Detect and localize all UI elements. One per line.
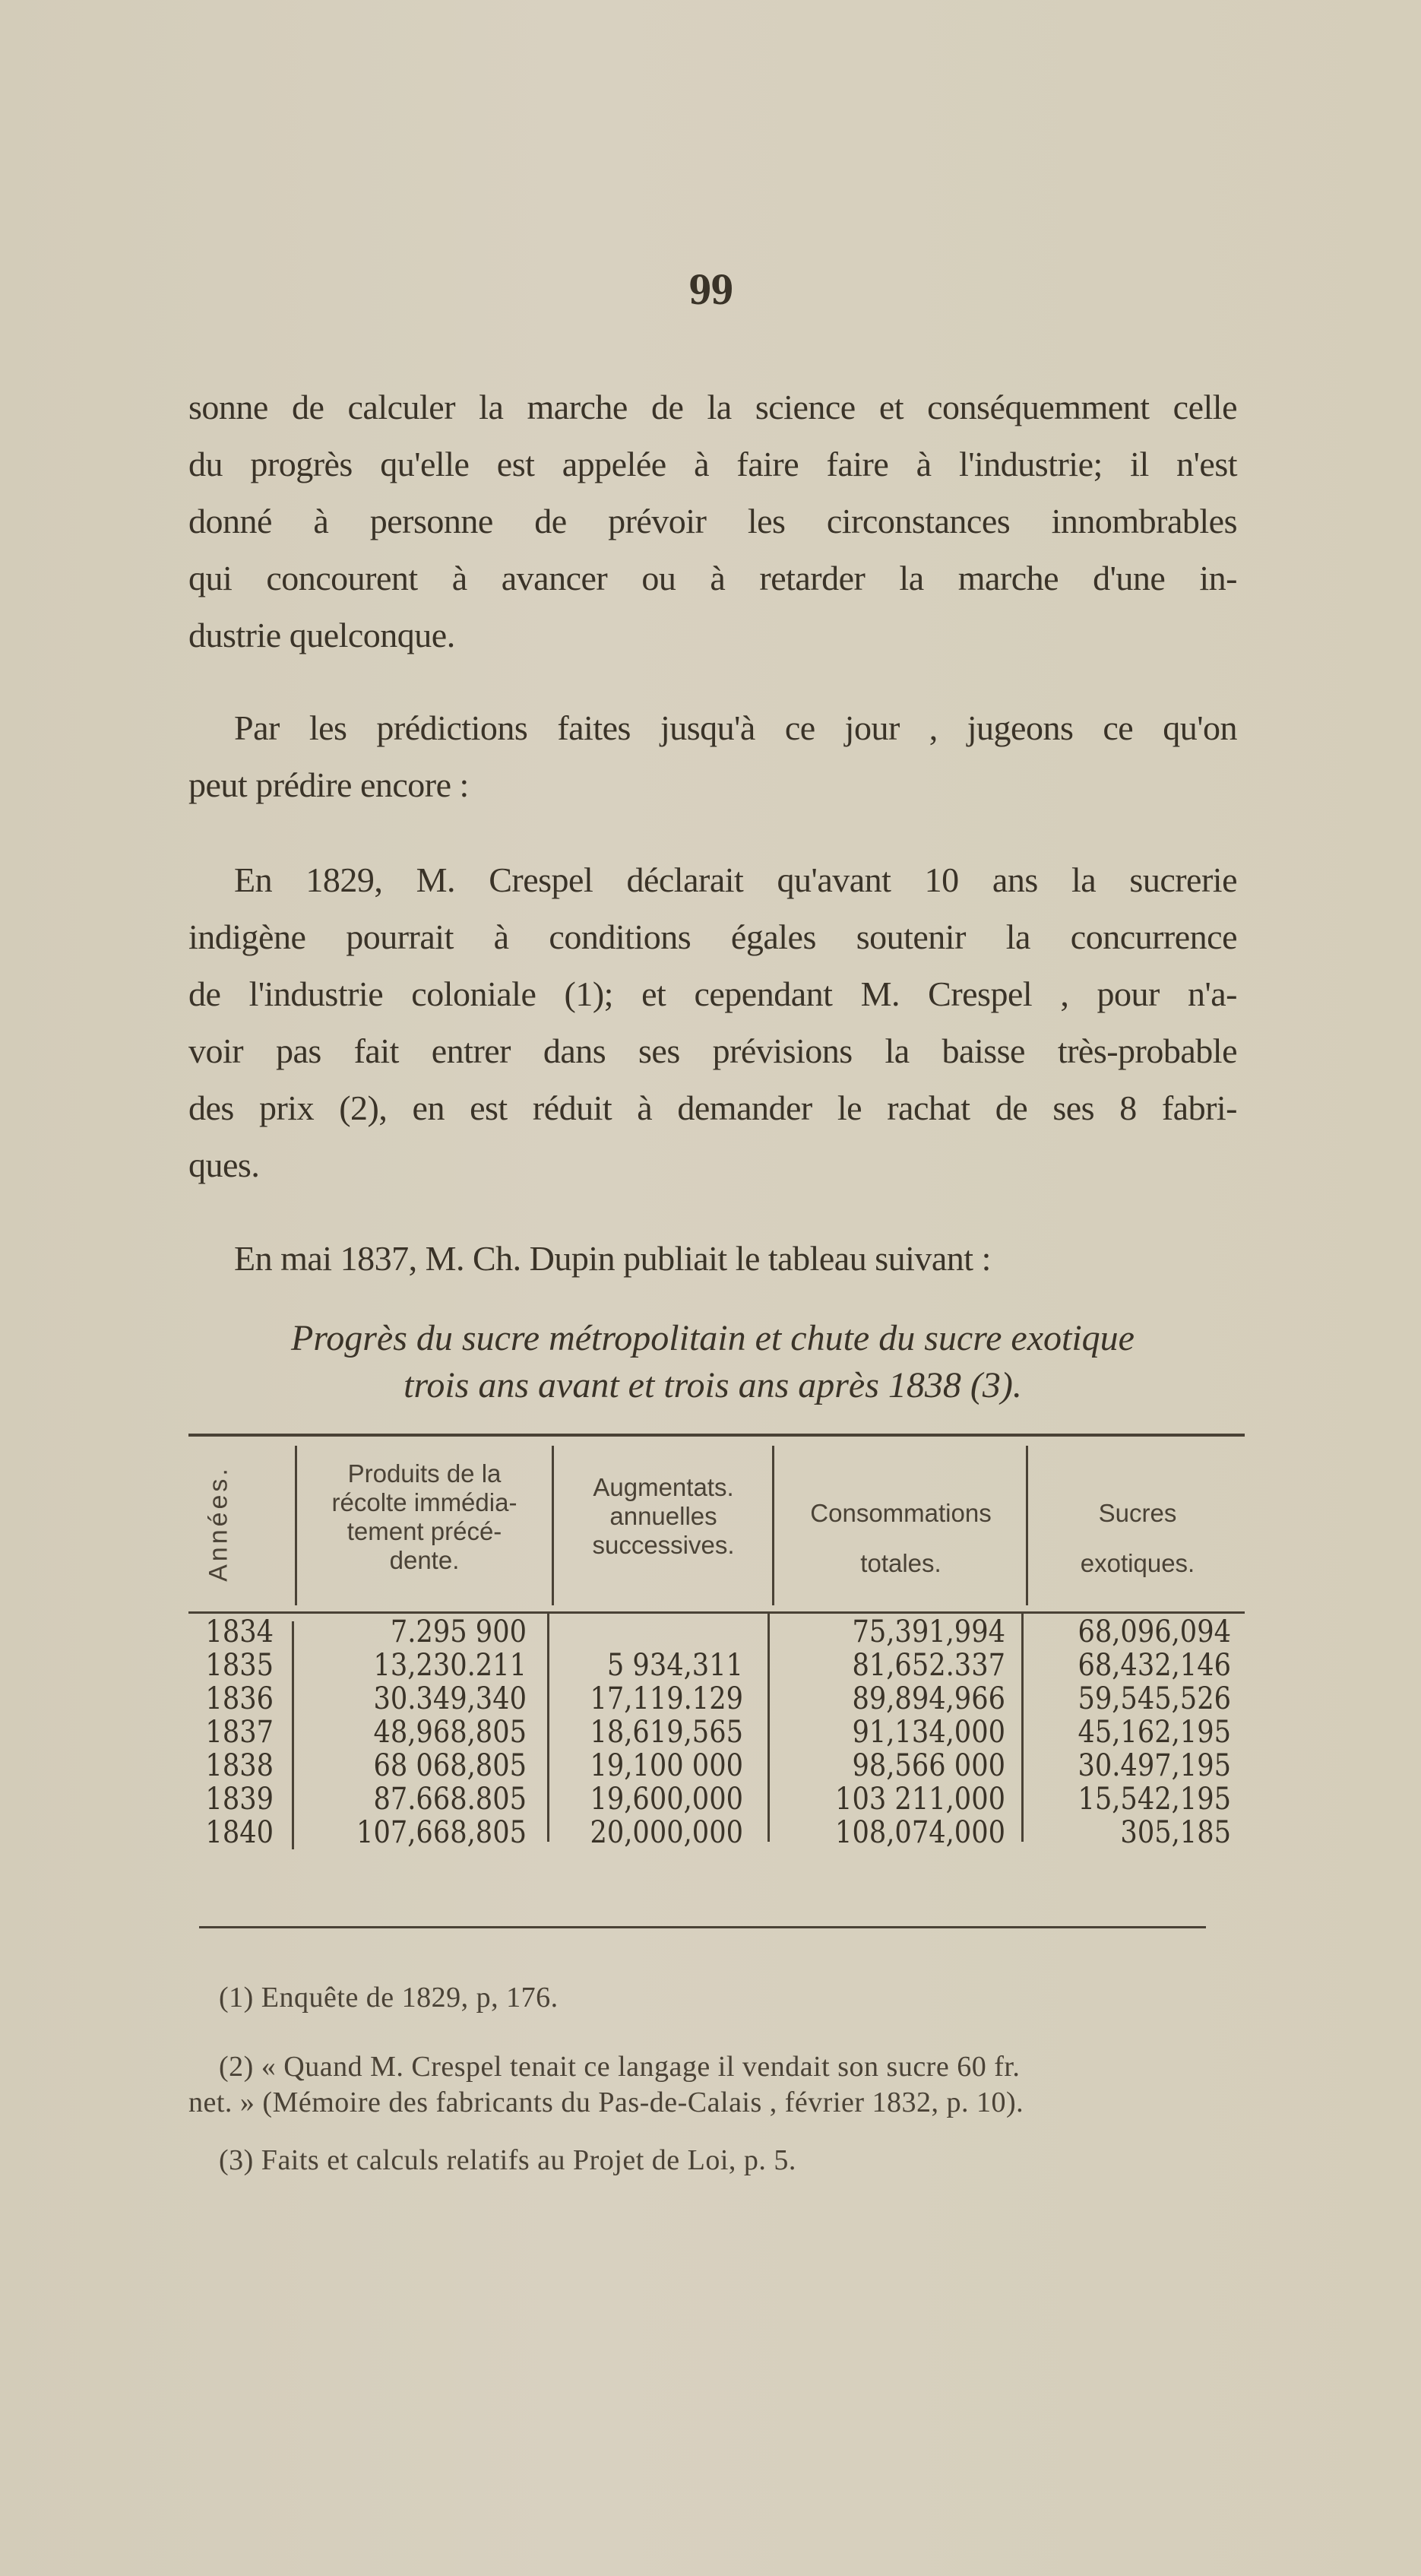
text-line: voir pas fait entrer dans ses prévisions la baisse très-probable [188, 1031, 1237, 1070]
text-line: des prix (2), en est réduit à demander le rachat de ses 8 fabri- [188, 1088, 1237, 1127]
table-row [188, 1682, 1245, 1716]
sugar-table [188, 1434, 1245, 1857]
header-line: Produits de la [347, 1459, 502, 1488]
text-line: donné à personne de prévoir les circonstances innombrables [188, 502, 1237, 540]
table-body [188, 1614, 1245, 1857]
cell-annee: 1834 [205, 1614, 274, 1649]
cell-sucres: 305,185 [1120, 1815, 1231, 1850]
text-line: indigène pourrait à conditions égales soutenir la concurrence [188, 917, 1237, 956]
header-annees: Années. [204, 1465, 233, 1582]
cell-augmentations: 19,600,000 [590, 1782, 743, 1817]
cell-consommations: 108,074,000 [835, 1815, 1005, 1850]
header-line: tement précé- [347, 1517, 502, 1545]
header-line: totales. [860, 1549, 942, 1577]
cell-produits: 7.295 900 [390, 1614, 527, 1649]
table-title-line-2: trois ans avant et trois ans après 1838 (3). [404, 1365, 1022, 1405]
cell-augmentations: 5 934,311 [606, 1648, 743, 1683]
footnote-3: (3) Faits et calculs relatifs au Projet de Loi, p. 5. [219, 2144, 796, 2176]
cell-sucres: 68,432,146 [1078, 1648, 1231, 1683]
table-row [188, 1615, 1245, 1649]
cell-produits: 13,230.211 [373, 1648, 527, 1683]
text-line: ques. [188, 1145, 260, 1184]
cell-consommations: 89,894,966 [852, 1681, 1005, 1716]
table-title-line-1: Progrès du sucre métropolitain et chute du sucre exotique [291, 1318, 1135, 1358]
cell-augmentations: 19,100 000 [590, 1748, 743, 1783]
cell-annee: 1840 [205, 1815, 274, 1850]
text-line: sonne de calculer la marche de la science et conséquemment celle [188, 388, 1237, 426]
cell-consommations: 75,391,994 [852, 1614, 1005, 1649]
text-line: qui concourent à avancer ou à retarder la marche d'une in- [188, 559, 1237, 597]
header-line: annuelles [609, 1502, 717, 1530]
cell-sucres: 45,162,195 [1078, 1715, 1231, 1750]
footnote-1: (1) Enquête de 1829, p, 176. [219, 1982, 559, 2014]
header-produits [301, 1459, 548, 1575]
header-line: successives. [592, 1531, 735, 1559]
header-consommations [777, 1488, 1024, 1589]
table-row [188, 1649, 1245, 1682]
cell-produits: 68 068,805 [373, 1748, 527, 1783]
table-row [188, 1716, 1245, 1749]
paragraph-3 [188, 851, 1237, 1193]
cell-annee: 1836 [205, 1681, 274, 1716]
footnote-rule [199, 1926, 1206, 1928]
cell-augmentations: 20,000,000 [590, 1815, 743, 1850]
column-divider [772, 1446, 774, 1605]
table-row [188, 1816, 1245, 1849]
column-divider [295, 1446, 297, 1605]
text-line: Par les prédictions faites jusqu'à ce jour , jugeons ce qu'on [234, 708, 1237, 747]
cell-annee: 1839 [205, 1782, 274, 1817]
column-divider [1026, 1446, 1028, 1605]
header-line: Sucres [1098, 1499, 1177, 1527]
column-divider [552, 1446, 554, 1605]
cell-augmentations: 17,119.129 [590, 1681, 743, 1716]
cell-annee: 1837 [205, 1715, 274, 1750]
paragraph-2 [188, 699, 1237, 813]
footnote-2-line-1: (2) « Quand M. Crespel tenait ce langage il vendait son sucre 60 fr. [219, 2051, 1021, 2083]
header-augmentations [557, 1473, 770, 1560]
cell-annee: 1835 [205, 1648, 274, 1683]
paragraph-4 [188, 1230, 1237, 1287]
cell-consommations: 81,652.337 [852, 1648, 1005, 1683]
text-line: En mai 1837, M. Ch. Dupin publiait le tableau suivant : [234, 1239, 991, 1278]
cell-produits: 30.349,340 [373, 1681, 527, 1716]
table-row [188, 1749, 1245, 1782]
cell-produits: 87.668.805 [373, 1782, 527, 1817]
cell-consommations: 103 211,000 [835, 1782, 1005, 1817]
text-line: dustrie quelconque. [188, 616, 455, 654]
table-row [188, 1782, 1245, 1816]
text-line: peut prédire encore : [188, 765, 469, 804]
cell-sucres: 59,545,526 [1078, 1681, 1231, 1716]
text-line: de l'industrie coloniale (1); et cependant M. Crespel , pour n'a- [188, 974, 1237, 1013]
header-line: Consommations [810, 1499, 992, 1527]
text-line: du progrès qu'elle est appelée à faire faire à l'industrie; il n'est [188, 445, 1237, 483]
table-header [188, 1437, 1245, 1611]
table-title [188, 1315, 1237, 1409]
cell-produits: 107,668,805 [356, 1815, 527, 1850]
cell-annee: 1838 [205, 1748, 274, 1783]
footnote-2-line-2: net. » (Mémoire des fabricants du Pas-de-Calais , février 1832, p. 10). [188, 2086, 1024, 2118]
cell-consommations: 98,566 000 [852, 1748, 1005, 1783]
cell-produits: 48,968,805 [373, 1715, 527, 1750]
header-line: dente. [389, 1546, 460, 1574]
page-number: 99 [688, 268, 733, 314]
cell-sucres: 15,542,195 [1078, 1782, 1231, 1817]
cell-consommations: 91,134,000 [852, 1715, 1005, 1750]
text-line: En 1829, M. Crespel déclarait qu'avant 10 ans la sucrerie [234, 860, 1237, 899]
paragraph-1 [188, 379, 1237, 664]
header-sucres [1030, 1488, 1245, 1589]
cell-augmentations: 18,619,565 [590, 1715, 743, 1750]
header-line: Augmentats. [593, 1473, 734, 1501]
header-line: récolte immédia- [331, 1488, 517, 1516]
cell-sucres: 68,096,094 [1078, 1614, 1231, 1649]
header-line: exotiques. [1080, 1549, 1195, 1577]
cell-sucres: 30.497,195 [1078, 1748, 1231, 1783]
